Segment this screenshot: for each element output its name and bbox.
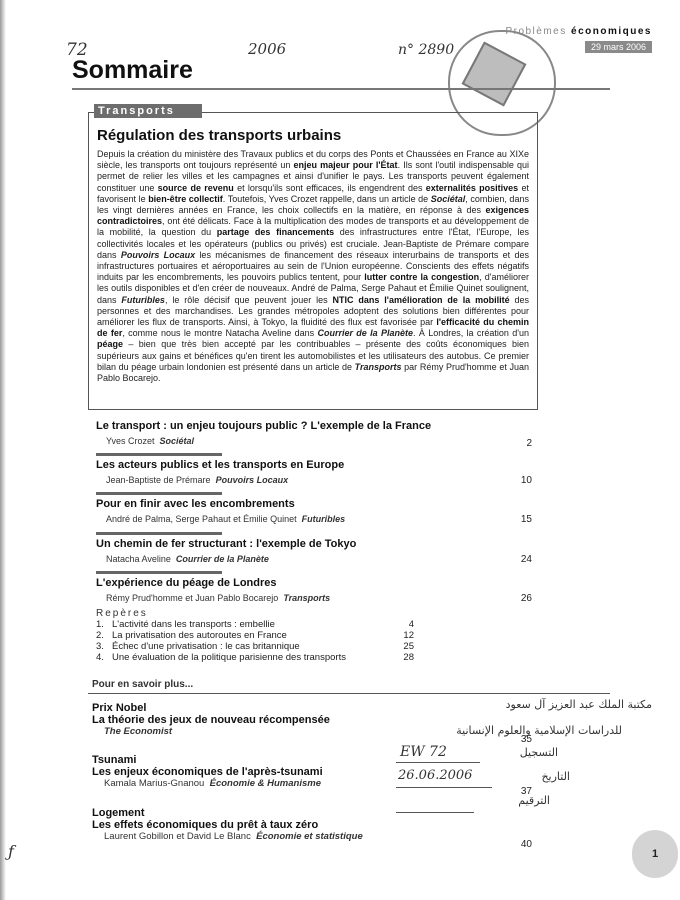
toc-entry[interactable]	[96, 571, 532, 603]
toc-entry-page: 2	[526, 438, 532, 449]
dossier-headline: Régulation des transports urbains	[97, 127, 342, 144]
toc-entry-source: Pouvoirs Locaux	[215, 475, 289, 485]
reperes-list	[96, 608, 436, 663]
toc-entry-authors: Jean-Baptiste de Prémare	[106, 475, 211, 485]
stamp-reg-label: التسجيل	[519, 746, 558, 759]
stamp-library-subtitle: للدراسات الإسلامية والعلوم الإنسانية	[456, 724, 622, 737]
stamp-date-label: التاريخ	[541, 770, 570, 783]
page-title: Sommaire	[72, 56, 193, 84]
other-section-title: Les enjeux économiques de l'après-tsunami	[92, 766, 323, 778]
other-section-authors: Kamala Marius-Gnanou	[104, 778, 205, 789]
other-section-title: Les effets économiques du prêt à taux zéro	[92, 819, 319, 831]
divider	[72, 88, 610, 90]
toc-entry-source: Courrier de la Planète	[175, 554, 269, 564]
scan-edge-shadow	[0, 0, 6, 900]
toc-entry-title: Les acteurs publics et les transports en Europe	[96, 459, 345, 471]
toc-entry-title: L'expérience du péage de Londres	[96, 577, 277, 589]
repere-item[interactable]: 4. Une évaluation de la politique parisienne des transports 28	[96, 652, 414, 663]
other-section-page: 35	[520, 734, 532, 745]
other-section-source: The Economist	[104, 726, 173, 737]
other-section-page: 40	[520, 839, 532, 850]
repere-item[interactable]: 1. L'activité dans les transports : embellie 4	[96, 619, 414, 630]
stamp-library-name: مكتبة الملك عبد العزيز آل سعود	[505, 698, 652, 711]
toc-entry-title: Le transport : un enjeu toujours public ? L'exemple de la France	[96, 420, 432, 432]
toc-entry-title: Pour en finir avec les encombrements	[96, 498, 295, 510]
other-section-label: Prix Nobel	[92, 702, 147, 714]
toc-entry-authors: Yves Crozet	[106, 436, 155, 446]
repere-item[interactable]: 2. La privatisation des autoroutes en France 12	[96, 630, 414, 641]
other-section-source: Économie et statistique	[256, 831, 363, 842]
toc-entry-source: Futuribles	[301, 514, 346, 524]
page-number: 1	[632, 830, 678, 878]
toc-entry-page: 15	[520, 514, 532, 525]
toc-entry[interactable]	[96, 532, 532, 564]
repere-item[interactable]: 3. Échec d'une privatisation : le cas britannique 25	[96, 641, 414, 652]
toc-entry-authors: André de Palma, Serge Pahaut et Émilie Quinet	[106, 514, 297, 524]
masthead-title-bold: économiques	[571, 26, 652, 37]
toc-entry-page: 10	[520, 475, 532, 486]
toc-entry-page: 24	[520, 554, 532, 565]
toc-entry-source: Transports	[283, 593, 331, 603]
stamp-class-label: الترقيم	[518, 794, 550, 807]
toc-entry-authors: Rémy Prud'homme et Juan Pablo Bocarejo	[106, 593, 279, 603]
toc-entry[interactable]	[96, 453, 532, 485]
stamp-date-value: 26.06.2006	[398, 768, 473, 783]
further-reading-link[interactable]: Pour en savoir plus...	[92, 679, 194, 690]
toc-divider-bar	[96, 453, 222, 456]
handwritten-registration: n° 2890	[398, 42, 455, 58]
toc-entry[interactable]	[96, 420, 532, 449]
toc-entry-title: Un chemin de fer structurant : l'exemple de Tokyo	[96, 538, 357, 550]
section-tag: Transports	[94, 104, 202, 118]
other-section-source: Économie & Humanisme	[209, 778, 321, 789]
masthead-title-light: Problèmes	[505, 26, 567, 37]
other-section-title: La théorie des jeux de nouveau récompensée	[92, 714, 330, 726]
handwritten-margin-mark: ƒ	[8, 842, 14, 861]
reperes-heading: Repères	[96, 608, 148, 619]
toc-divider-bar	[96, 532, 222, 535]
other-section-authors: Laurent Gobillon et David Le Blanc	[104, 831, 251, 842]
toc-entry-authors: Natacha Aveline	[106, 554, 171, 564]
featured-dossier-box	[88, 112, 538, 410]
other-section-label: Logement	[92, 807, 145, 819]
handwritten-year: 2006	[248, 40, 287, 58]
stamp-reg-value: EW 72	[400, 744, 447, 760]
handwritten-number: 72	[66, 40, 88, 60]
divider	[88, 693, 610, 694]
issue-date: 29 mars 2006	[585, 41, 652, 53]
toc-entry-source: Sociétal	[159, 436, 195, 446]
toc-divider-bar	[96, 492, 222, 495]
toc-entry-page: 26	[520, 593, 532, 604]
toc-entry[interactable]	[96, 492, 532, 524]
other-section-page: 37	[520, 786, 532, 797]
toc-divider-bar	[96, 571, 222, 574]
dossier-introduction: Depuis la création du ministère des Travaux publics et du corps des Ponts et Chaussées en France au XIXe siècle, les transports ont toujours représenté un enjeu majeur pour l'État. Ils sont l'outil indispensable qui permet de relier les villes et les campagnes et ainsi d'unifier le pays. Les transports peuvent également constituer une source de revenu et lorsqu'ils sont efficaces, ils engendrent des externalités positives et favorisent le bien-être collectif. Toutefois, Yves Crozet rappelle, dans un article de Sociétal, combien, dans les vingt dernières années en France, les choix collectifs en la matière, en réponse à des exigences contradictoires, ont été délicats. Face à la multiplication des modes de transports et au développement de la mobilité, la question du partage des financements des infrastructures entre l'État, l'Europe, les collectivités locales et les opérateurs (publics ou privés) est cruciale. Jean-Baptiste de Prémare compare dans Pouvoirs Locaux les mécanismes de financement des réseaux interurbains de transports et des infrastructures portuaires et aéroportuaires au sein de l'Union européenne. Conscients des effets négatifs induits par les encombrements, les pouvoirs publics tentent, pour lutter contre la congestion, d'améliorer les outils disponibles et d'en créer de nouveaux. André de Palma, Serge Pahaut et Émilie Quinet soulignent, dans Futuribles, le rôle décisif que peuvent jouer les NTIC dans l'amélioration de la mobilité des personnes et des marchandises. Les grandes métropoles adoptent des solutions bien différentes pour améliorer les flux de transports. Ainsi, à Tokyo, la fluidité des flux est favorisée par l'efficacité du chemin de fer, comme nous le montre Natacha Aveline dans Courrier de la Planète. À Londres, la création d'un péage – bien que très bien accepté par les contribuables – présente des coûts économiques bien supérieurs aux gains et bénéfices qu'en tirent les automobilistes et les utilisateurs des autobus. Ce premier bilan du péage urbain londonien est présenté dans un article de Transports par Rémy Prud'homme et Juan Pablo Bocarejo.	[97, 149, 529, 384]
other-section-label: Tsunami	[92, 754, 137, 766]
